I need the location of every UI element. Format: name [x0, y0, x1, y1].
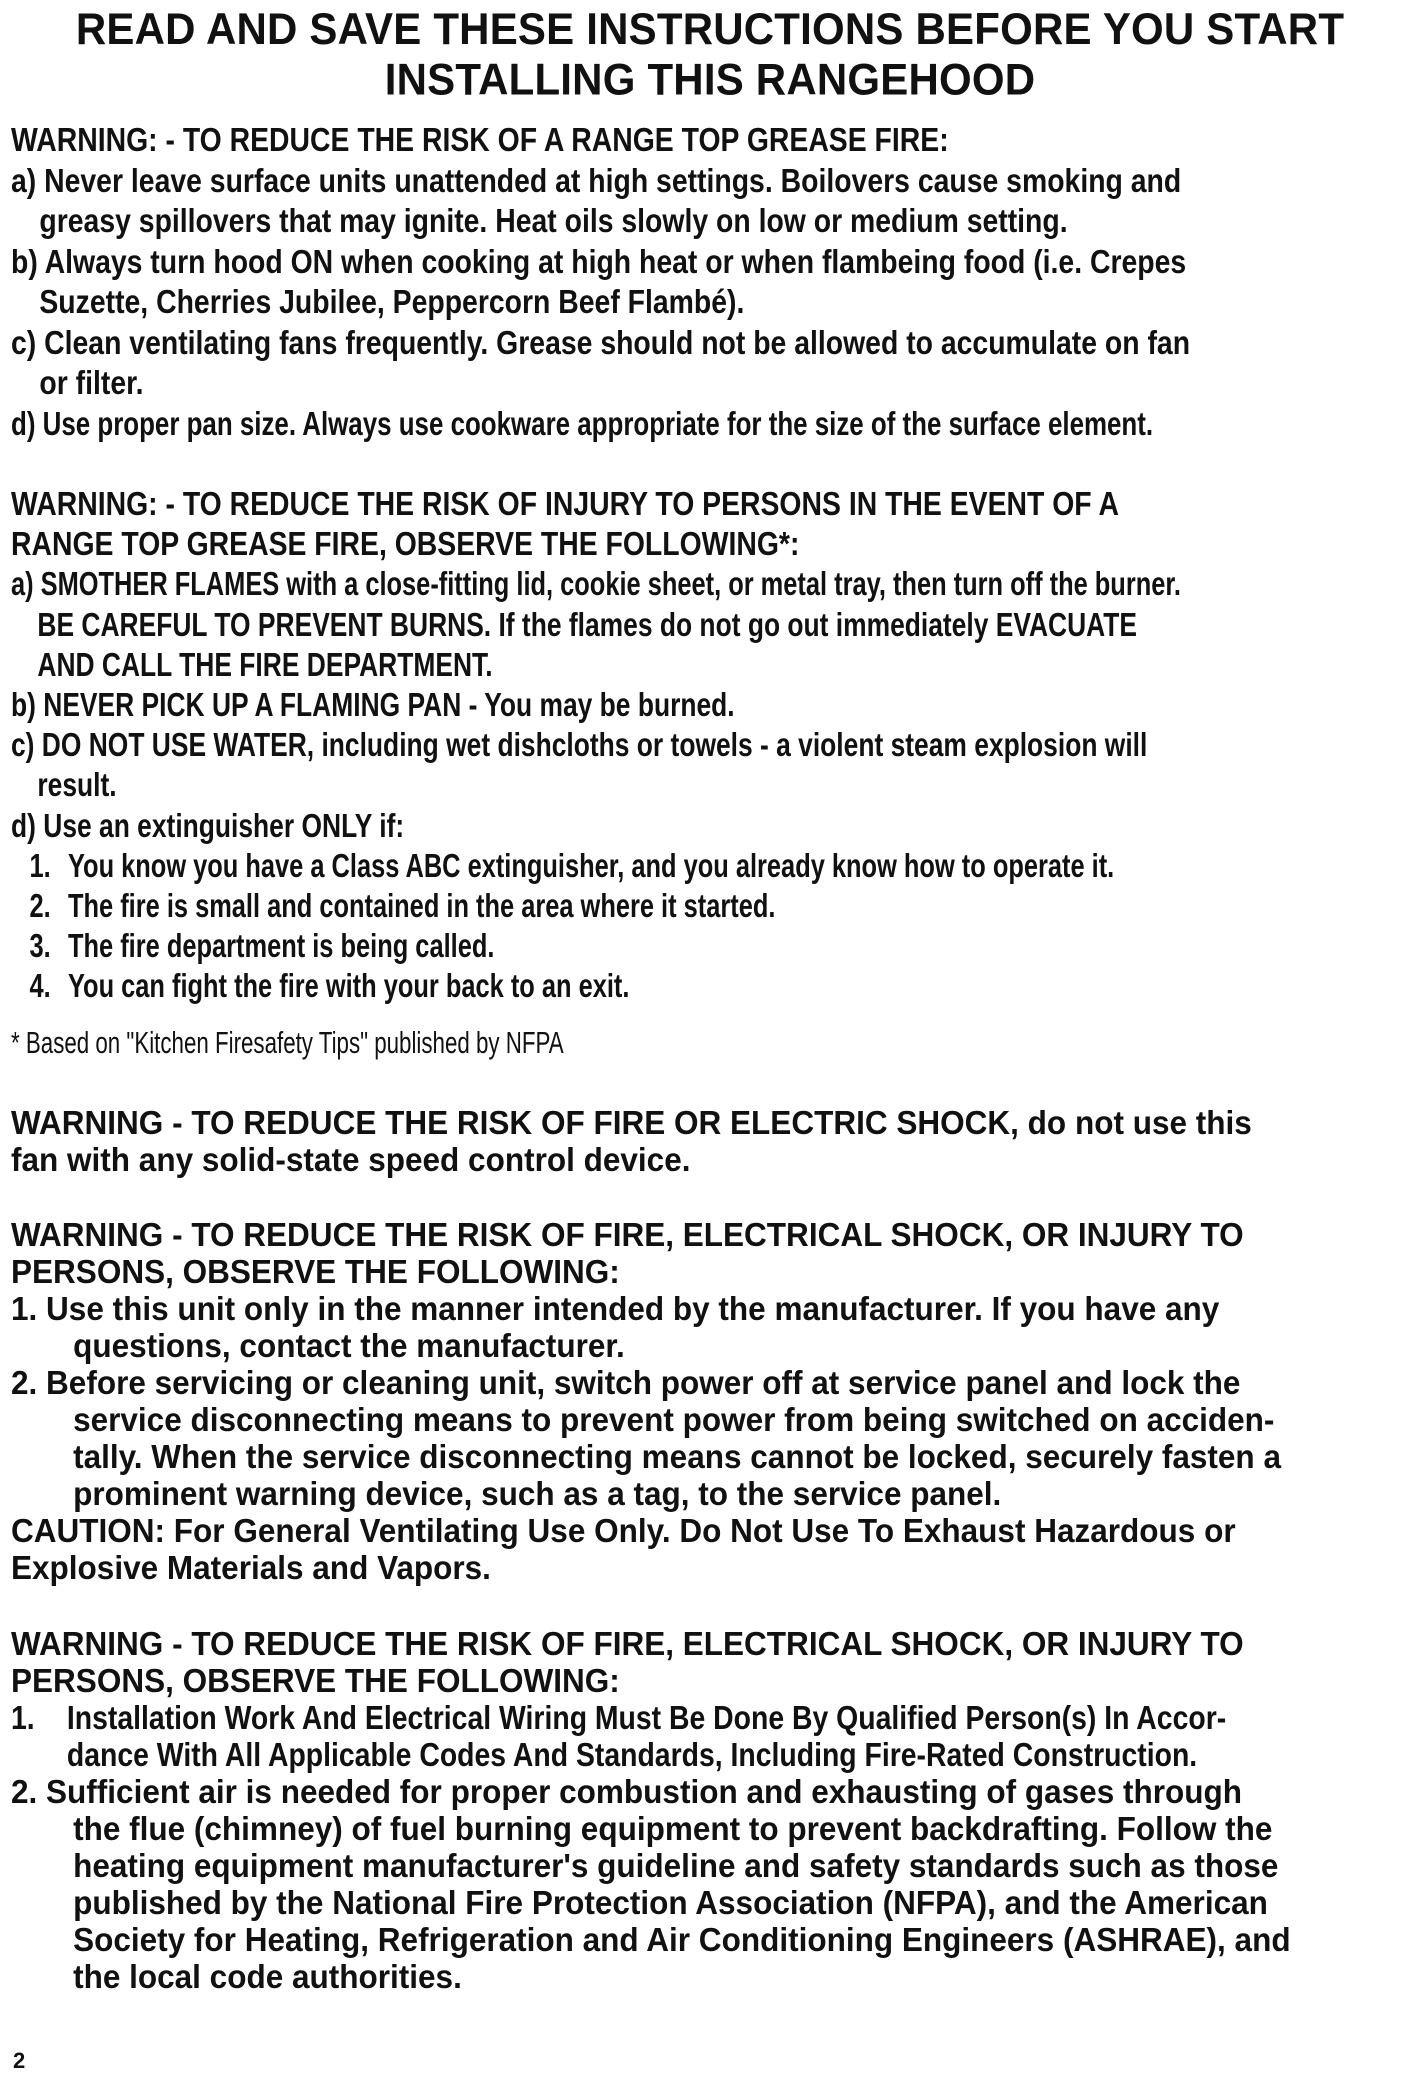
list-item-cont: Society for Heating, Refrigeration and Air Conditioning Engineers (ASHRAE), and [73, 1921, 1291, 1958]
title-line-1: READ AND SAVE THESE INSTRUCTIONS BEFORE YOU START [75, 4, 1345, 54]
warning-text: WARNING - TO REDUCE THE RISK OF FIRE OR ELECTRIC SHOCK, do not use this [11, 1104, 1252, 1141]
warning-item-a-cont: BE CAREFUL TO PREVENT BURNS. If the flames do not go out immediately EVACUATE [37, 605, 1138, 643]
fire-shock-injury-warning [11, 1216, 1411, 1512]
list-item: 4. You can fight the fire with your back to an exit. [29, 967, 630, 1005]
warning-heading-cont: PERSONS, OBSERVE THE FOLLOWING: [11, 1253, 620, 1290]
grease-fire-warning [11, 120, 1411, 444]
footnote: * Based on "Kitchen Firesafety Tips" published by NFPA [11, 1025, 564, 1060]
warning-heading: WARNING: - TO REDUCE THE RISK OF INJURY TO PERSONS IN THE EVENT OF A [11, 485, 1119, 522]
warning-item-a: a) SMOTHER FLAMES with a close-fitting lid, cookie sheet, or metal tray, then turn off the burner. [11, 565, 1181, 603]
list-item: 1. Installation Work And Electrical Wiring Must Be Done By Qualified Person(s) In Accor- [11, 1699, 1227, 1736]
caution-text-cont: Explosive Materials and Vapors. [11, 1549, 491, 1586]
list-item: 2. The fire is small and contained in the area where it started. [29, 887, 776, 925]
page-number: 2 [13, 2048, 26, 2073]
list-item-cont: the local code authorities. [73, 1958, 462, 1995]
title-line-2: INSTALLING THIS RANGEHOOD [384, 54, 1036, 104]
warning-item-a-cont: AND CALL THE FIRE DEPARTMENT. [37, 645, 493, 683]
warning-text-cont: fan with any solid-state speed control device. [11, 1141, 691, 1178]
injury-warning [11, 484, 1411, 1007]
warning-item-c-cont: result. [37, 766, 117, 804]
page-title [10, 4, 1410, 105]
list-item: 2. Before servicing or cleaning unit, switch power off at service panel and lock the [11, 1364, 1241, 1401]
warning-item-d: d) Use proper pan size. Always use cookware appropriate for the size of the surface element. [11, 404, 1154, 442]
caution-text: CAUTION: For General Ventilating Use Only. Do Not Use To Exhaust Hazardous or [11, 1512, 1236, 1549]
list-item-cont: heating equipment manufacturer's guideline and safety standards such as those [73, 1847, 1279, 1884]
warning-heading: WARNING - TO REDUCE THE RISK OF FIRE, ELECTRICAL SHOCK, OR INJURY TO [11, 1625, 1244, 1662]
electric-shock-warning [11, 1104, 1411, 1178]
warning-heading-cont: PERSONS, OBSERVE THE FOLLOWING: [11, 1662, 620, 1699]
warning-item-b: b) Always turn hood ON when cooking at high heat or when flambeing food (i.e. Crepes [11, 242, 1187, 280]
warning-item-b-cont: Suzette, Cherries Jubilee, Peppercorn Beef Flambé). [39, 283, 745, 320]
list-item-cont: service disconnecting means to prevent power from being switched on acciden- [73, 1401, 1275, 1438]
warning-item-c: c) DO NOT USE WATER, including wet dishcloths or towels - a violent steam explosion will [11, 726, 1148, 764]
installation-list [11, 1699, 1411, 1995]
list-item: 3. The fire department is being called. [29, 927, 495, 965]
installation-warning [11, 1625, 1411, 1699]
list-item: 1. Use this unit only in the manner intended by the manufacturer. If you have any [11, 1290, 1220, 1327]
warning-item-d: d) Use an extinguisher ONLY if: [11, 806, 405, 844]
warning-item-c-cont: or filter. [39, 364, 144, 401]
warning-heading: WARNING - TO REDUCE THE RISK OF FIRE, ELECTRICAL SHOCK, OR INJURY TO [11, 1216, 1244, 1253]
warning-item-a-cont: greasy spillovers that may ignite. Heat oils slowly on low or medium setting. [39, 202, 1068, 239]
list-item: 1. You know you have a Class ABC extinguisher, and you already know how to operate it. [29, 846, 1115, 884]
list-item-cont: questions, contact the manufacturer. [73, 1327, 625, 1364]
list-item-cont: prominent warning device, such as a tag, to the service panel. [73, 1475, 1002, 1512]
list-item-cont: the flue (chimney) of fuel burning equipment to prevent backdrafting. Follow the [73, 1810, 1273, 1847]
list-item: 2. Sufficient air is needed for proper combustion and exhausting of gases through [11, 1773, 1242, 1810]
warning-heading-cont: RANGE TOP GREASE FIRE, OBSERVE THE FOLLOWING*: [11, 525, 800, 563]
list-item-cont: tally. When the service disconnecting means cannot be locked, securely fasten a [73, 1438, 1281, 1475]
list-item-cont: published by the National Fire Protection Association (NFPA), and the American [73, 1884, 1268, 1921]
warning-heading: WARNING: - TO REDUCE THE RISK OF A RANGE TOP GREASE FIRE: [11, 121, 949, 158]
warning-item-c: c) Clean ventilating fans frequently. Grease should not be allowed to accumulate on fan [11, 323, 1191, 361]
warning-item-b: b) NEVER PICK UP A FLAMING PAN - You may be burned. [11, 686, 735, 724]
list-item-cont: dance With All Applicable Codes And Standards, Including Fire-Rated Construction. [66, 1736, 1198, 1773]
caution-notice [11, 1512, 1411, 1586]
warning-item-a: a) Never leave surface units unattended at high settings. Boilovers cause smoking and [11, 161, 1182, 199]
